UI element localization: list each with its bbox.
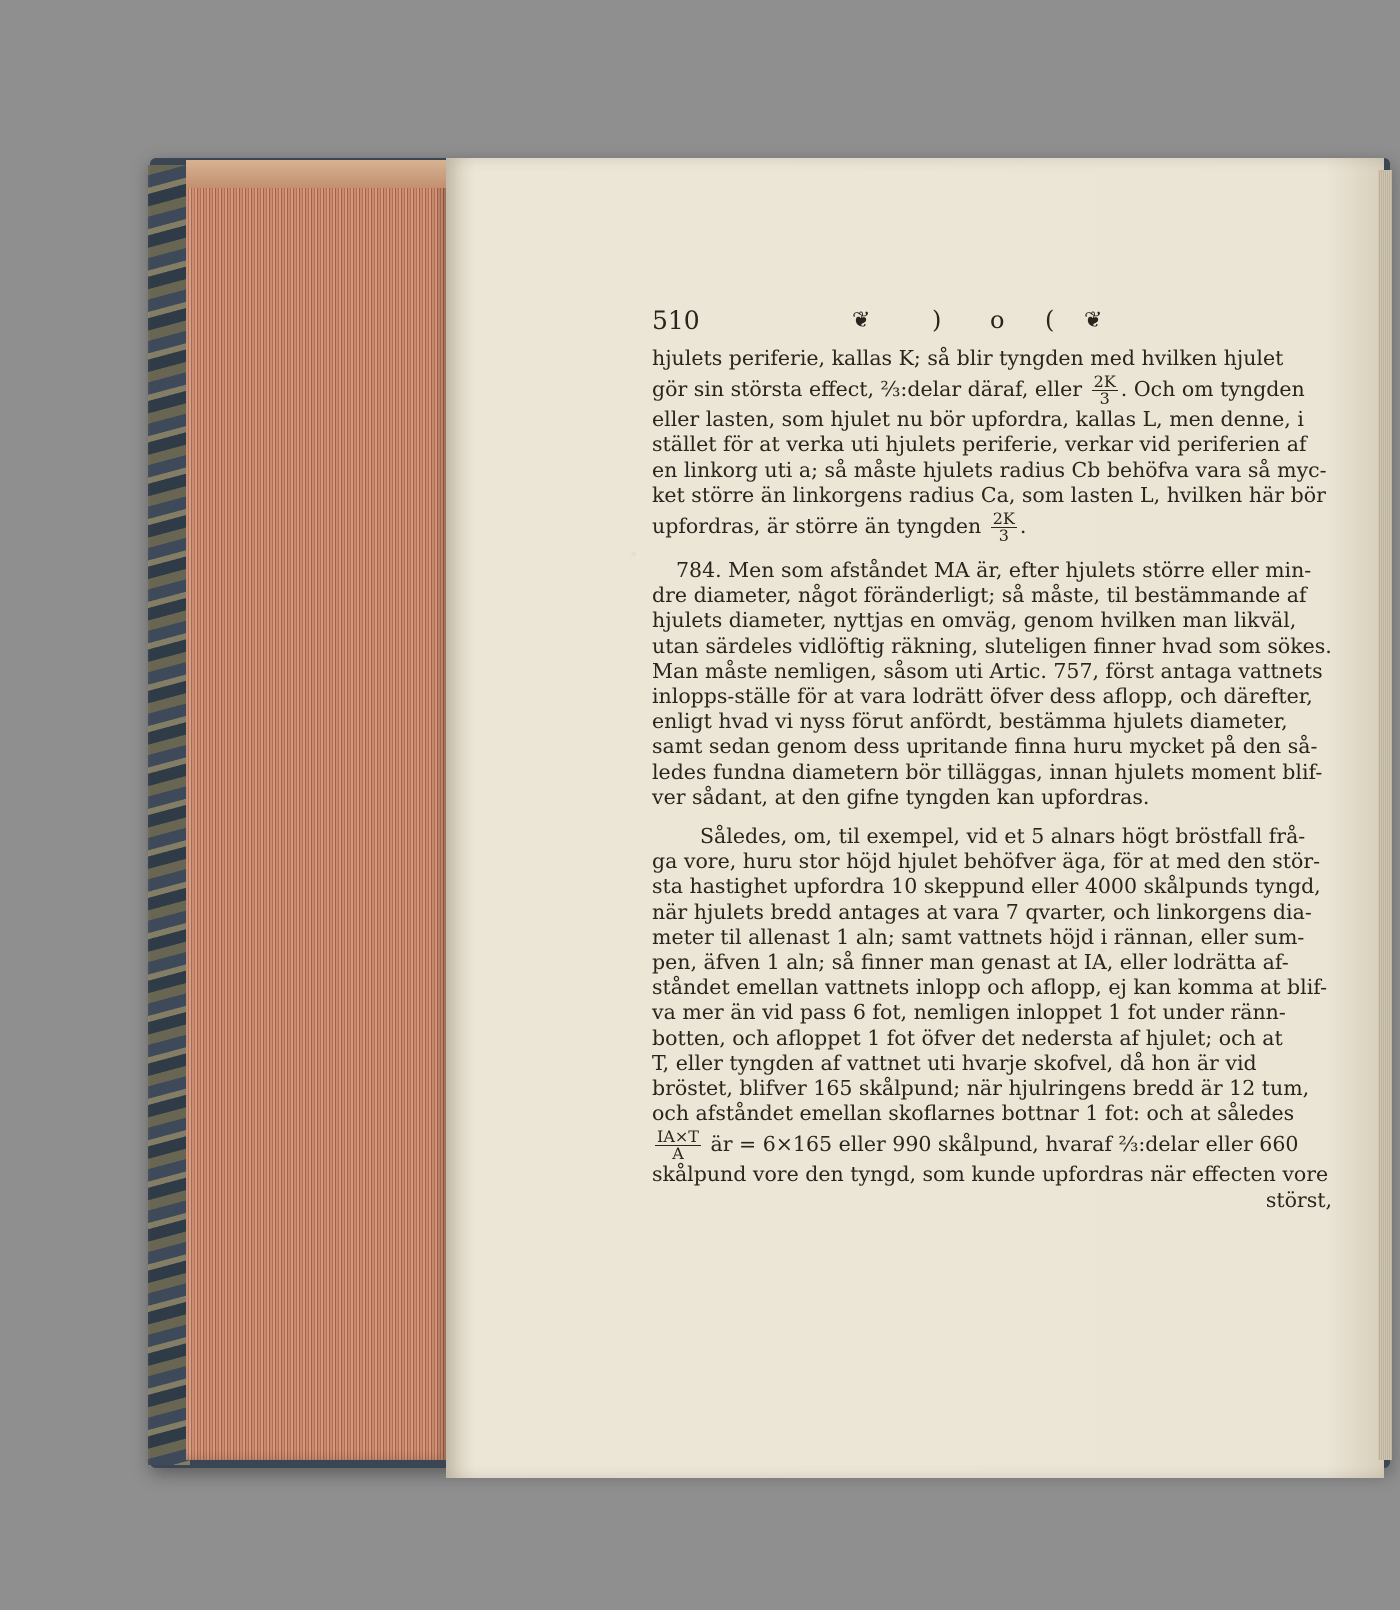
text-line: dre diameter, något föränderligt; så måste, til bestämmande af xyxy=(652,583,1307,608)
page-edges xyxy=(186,160,448,1460)
page-content xyxy=(652,306,1332,1213)
text-line: när hjulets bredd antages at vara 7 qvarter, och linkorgens dia- xyxy=(652,899,1312,924)
text-line: va mer än vid pass 6 fot, nemligen inloppet 1 fot under ränn- xyxy=(652,1000,1286,1025)
fraction-denominator: A xyxy=(672,1144,684,1164)
text-line: meter til allenast 1 aln; samt vattnets höjd i rännan, eller sum- xyxy=(652,924,1305,949)
text-line: hjulets periferie, kallas K; så blir tyngden med hvilken hjulet xyxy=(652,346,1284,370)
text-line: utan särdeles vidlöftig räkning, sluteligen finner hvad som sökes. xyxy=(652,633,1332,658)
text-line xyxy=(652,508,1332,544)
text-line: ga vore, huru stor höjd hjulet behöfver äga, för at med den stör- xyxy=(652,849,1321,874)
text-line: sta hastighet upfordra 10 skeppund eller 4000 skålpunds tyngd, xyxy=(652,874,1321,899)
text-line: skålpund vore den tyngd, som kunde upfordras när effecten vore xyxy=(652,1162,1329,1187)
facing-page-edge xyxy=(1378,170,1392,1460)
text-segment: gör sin största effect, ⅔:delar däraf, eller xyxy=(652,377,1083,402)
fraction xyxy=(1092,374,1118,407)
text-line: ver sådant, at den gifne tyngden kan upfordras. xyxy=(652,784,1150,809)
text-line: eller lasten, som hjulet nu bör upfordra, kallas L, men denne, i xyxy=(652,407,1304,432)
text-line: bröstet, blifver 165 skålpund; när hjulringens bredd är 12 tum, xyxy=(652,1076,1310,1101)
running-head xyxy=(652,306,1332,346)
catchword: störst, xyxy=(1265,1187,1332,1212)
text-segment: . Och om tyngden xyxy=(1120,377,1305,402)
text-line: enligt hvad vi nyss förut anfördt, bestämma hjulets diameter, xyxy=(652,709,1288,734)
text-line: inlopps-ställe för at vara lodrätt öfver dess aflopp, och därefter, xyxy=(652,684,1313,709)
paragraph xyxy=(652,824,1332,1213)
text-line: ket större än linkorgens radius Ca, som lasten L, hvilken här bör xyxy=(652,482,1326,507)
fraction-numerator: 2K xyxy=(992,509,1015,529)
text-line: och afståndet emellan skoflarnes bottnar 1 fot: och at således xyxy=(652,1101,1295,1126)
text-segment: är = 6×165 eller 990 skålpund, hvaraf ⅔:delar eller 660 xyxy=(710,1132,1299,1157)
paragraph xyxy=(652,558,1332,810)
text-segment: upfordras, är större än tyngden xyxy=(652,514,982,539)
fraction-numerator: IA×T xyxy=(657,1127,699,1147)
text-segment: . xyxy=(1019,514,1027,539)
text-line: stället för at verka uti hjulets periferie, verkar vid periferien af xyxy=(652,432,1307,457)
text-line: Således, om, til exempel, vid et 5 alnars högt bröstfall frå- xyxy=(700,824,1306,849)
page-number: 510 xyxy=(652,306,700,335)
text-line: ståndet emellan vattnets inlopp och aflopp, ej kan komma at blif- xyxy=(652,975,1328,1000)
fraction xyxy=(991,511,1017,544)
text-line: hjulets diameter, nyttjas en omväg, genom hvilken man likväl, xyxy=(652,608,1297,633)
running-head-mark: ( xyxy=(1045,306,1055,334)
ornament-right-icon: ❦ xyxy=(1084,308,1101,333)
text-line: pen, äfven 1 aln; så finner man genast at IA, eller lodrätta af- xyxy=(652,950,1289,975)
paragraph xyxy=(652,346,1332,544)
text-line: ledes fundna diametern bör tilläggas, innan hjulets moment blif- xyxy=(652,759,1323,784)
formula-line xyxy=(652,1126,1332,1162)
running-head-mark: ) xyxy=(932,306,942,334)
text-line: en linkorg uti a; så måste hjulets radius Cb behöfva vara så myc- xyxy=(652,457,1327,482)
running-head-mark: o xyxy=(990,306,1005,334)
text-line: botten, och afloppet 1 fot öfver det nedersta af hjulet; och at xyxy=(652,1025,1283,1050)
fraction-numerator: 2K xyxy=(1093,372,1116,392)
text-line: samt sedan genom dess upritande finna huru mycket på den så- xyxy=(652,734,1318,759)
fraction-denominator: 3 xyxy=(1099,389,1110,409)
text-line: Man måste nemligen, såsom uti Artic. 757, först antaga vattnets xyxy=(652,658,1323,683)
text-line: 784. Men som afståndet MA är, efter hjulets större eller min- xyxy=(676,558,1312,583)
text-line xyxy=(652,371,1332,407)
ornament-left-icon: ❦ xyxy=(852,308,869,333)
marbled-board xyxy=(148,165,190,1465)
fraction xyxy=(655,1129,701,1162)
fraction-denominator: 3 xyxy=(998,526,1009,546)
page-edges-top xyxy=(186,160,448,188)
text-line: T, eller tyngden af vattnet uti hvarje skofvel, då hon är vid xyxy=(652,1050,1257,1075)
